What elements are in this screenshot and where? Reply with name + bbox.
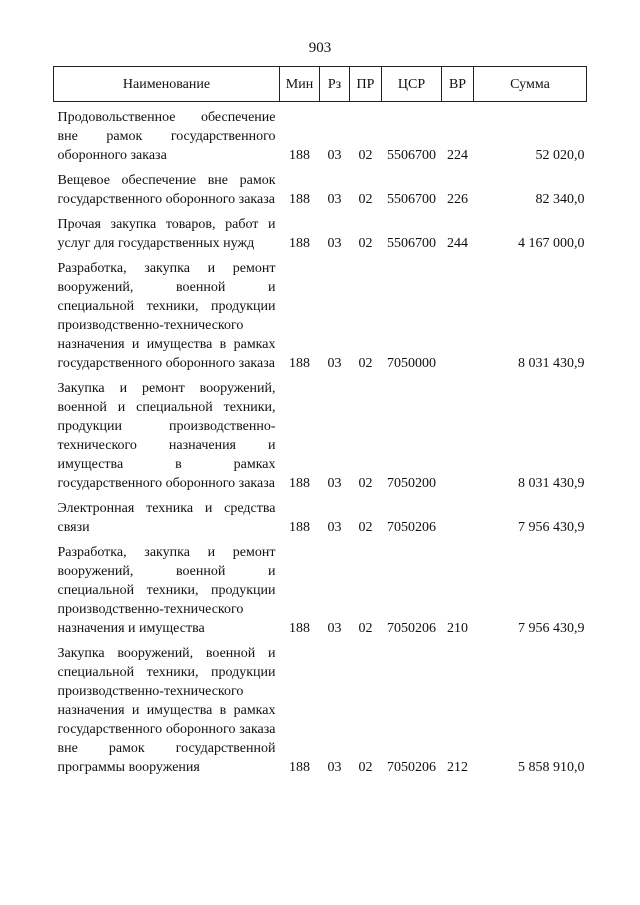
row-vr <box>442 493 474 537</box>
row-rz: 03 <box>327 520 342 535</box>
row-name: Разработка, закупка и ремонт вооружений, военной и специальной техники, продукции производственно-технического назначения и имущества в рамках государственного оборонного заказа <box>57 261 276 371</box>
page-number: 903 <box>308 40 332 56</box>
row-min: 188 <box>289 356 310 371</box>
table-row <box>54 102 587 166</box>
row-csr: 5506700 <box>387 236 436 251</box>
header-rz: Рз <box>320 67 350 102</box>
row-sum: 82 340,0 <box>535 192 585 207</box>
row-vr: 210 <box>447 621 468 636</box>
row-pr: 02 <box>358 760 373 775</box>
row-rz: 03 <box>327 236 342 251</box>
table-header-row <box>54 67 587 102</box>
header-name: Наименование <box>54 67 280 102</box>
row-rz: 03 <box>327 760 342 775</box>
row-sum: 4 167 000,0 <box>518 236 585 251</box>
row-rz: 03 <box>327 356 342 371</box>
table-row <box>54 373 587 493</box>
row-pr: 02 <box>358 148 373 163</box>
table-row <box>54 165 587 209</box>
header-min: Мин <box>280 67 320 102</box>
row-min: 188 <box>289 148 310 163</box>
row-sum: 7 956 430,9 <box>518 621 585 636</box>
row-min: 188 <box>289 192 310 207</box>
row-name: Вещевое обеспечение вне рамок государственного оборонного заказа <box>57 173 276 207</box>
table-row <box>54 493 587 537</box>
row-vr <box>442 253 474 373</box>
row-name: Электронная техника и средства связи <box>57 501 276 535</box>
row-vr: 226 <box>447 192 468 207</box>
row-vr: 212 <box>447 760 468 775</box>
row-sum: 7 956 430,9 <box>518 520 585 535</box>
header-csr: ЦСР <box>382 67 442 102</box>
row-csr: 7050206 <box>387 760 436 775</box>
row-min: 188 <box>289 520 310 535</box>
table-row <box>54 537 587 638</box>
row-min: 188 <box>289 476 310 491</box>
row-pr: 02 <box>358 476 373 491</box>
row-name: Разработка, закупка и ремонт вооружений, военной и специальной техники, продукции производственно-технического назначения и имущества <box>57 545 276 636</box>
row-min: 188 <box>289 760 310 775</box>
row-rz: 03 <box>327 192 342 207</box>
row-csr: 7050206 <box>387 520 436 535</box>
row-sum: 5 858 910,0 <box>518 760 585 775</box>
table-row <box>54 638 587 777</box>
row-pr: 02 <box>358 192 373 207</box>
row-rz: 03 <box>327 476 342 491</box>
row-sum: 52 020,0 <box>535 148 585 163</box>
row-vr: 224 <box>447 148 468 163</box>
row-csr: 7050200 <box>387 476 436 491</box>
table-row <box>54 253 587 373</box>
budget-table <box>53 66 587 777</box>
row-rz: 03 <box>327 148 342 163</box>
table-row <box>54 209 587 253</box>
row-csr: 5506700 <box>387 192 436 207</box>
header-pr: ПР <box>350 67 382 102</box>
row-csr: 7050206 <box>387 621 436 636</box>
header-sum: Сумма <box>474 67 587 102</box>
row-min: 188 <box>289 236 310 251</box>
row-name: Закупка и ремонт вооружений, военной и специальной техники, продукции производственно-технического назначения и имущества в рамках государственного оборонного заказа <box>57 381 276 491</box>
row-sum: 8 031 430,9 <box>518 476 585 491</box>
row-vr: 244 <box>447 236 468 251</box>
row-pr: 02 <box>358 520 373 535</box>
row-min: 188 <box>289 621 310 636</box>
row-name: Продовольственное обеспечение вне рамок государственного оборонного заказа <box>57 110 276 163</box>
row-rz: 03 <box>327 621 342 636</box>
row-pr: 02 <box>358 621 373 636</box>
row-pr: 02 <box>358 236 373 251</box>
row-vr <box>442 373 474 493</box>
row-sum: 8 031 430,9 <box>518 356 585 371</box>
row-csr: 7050000 <box>387 356 436 371</box>
row-name: Прочая закупка товаров, работ и услуг для государственных нужд <box>57 217 276 251</box>
row-csr: 5506700 <box>387 148 436 163</box>
row-pr: 02 <box>358 356 373 371</box>
header-vr: ВР <box>442 67 474 102</box>
row-name: Закупка вооружений, военной и специальной техники, продукции производственно-технического назначения и имущества в рамках государственного оборонного заказа вне рамок государственной программы вооружения <box>57 646 276 775</box>
